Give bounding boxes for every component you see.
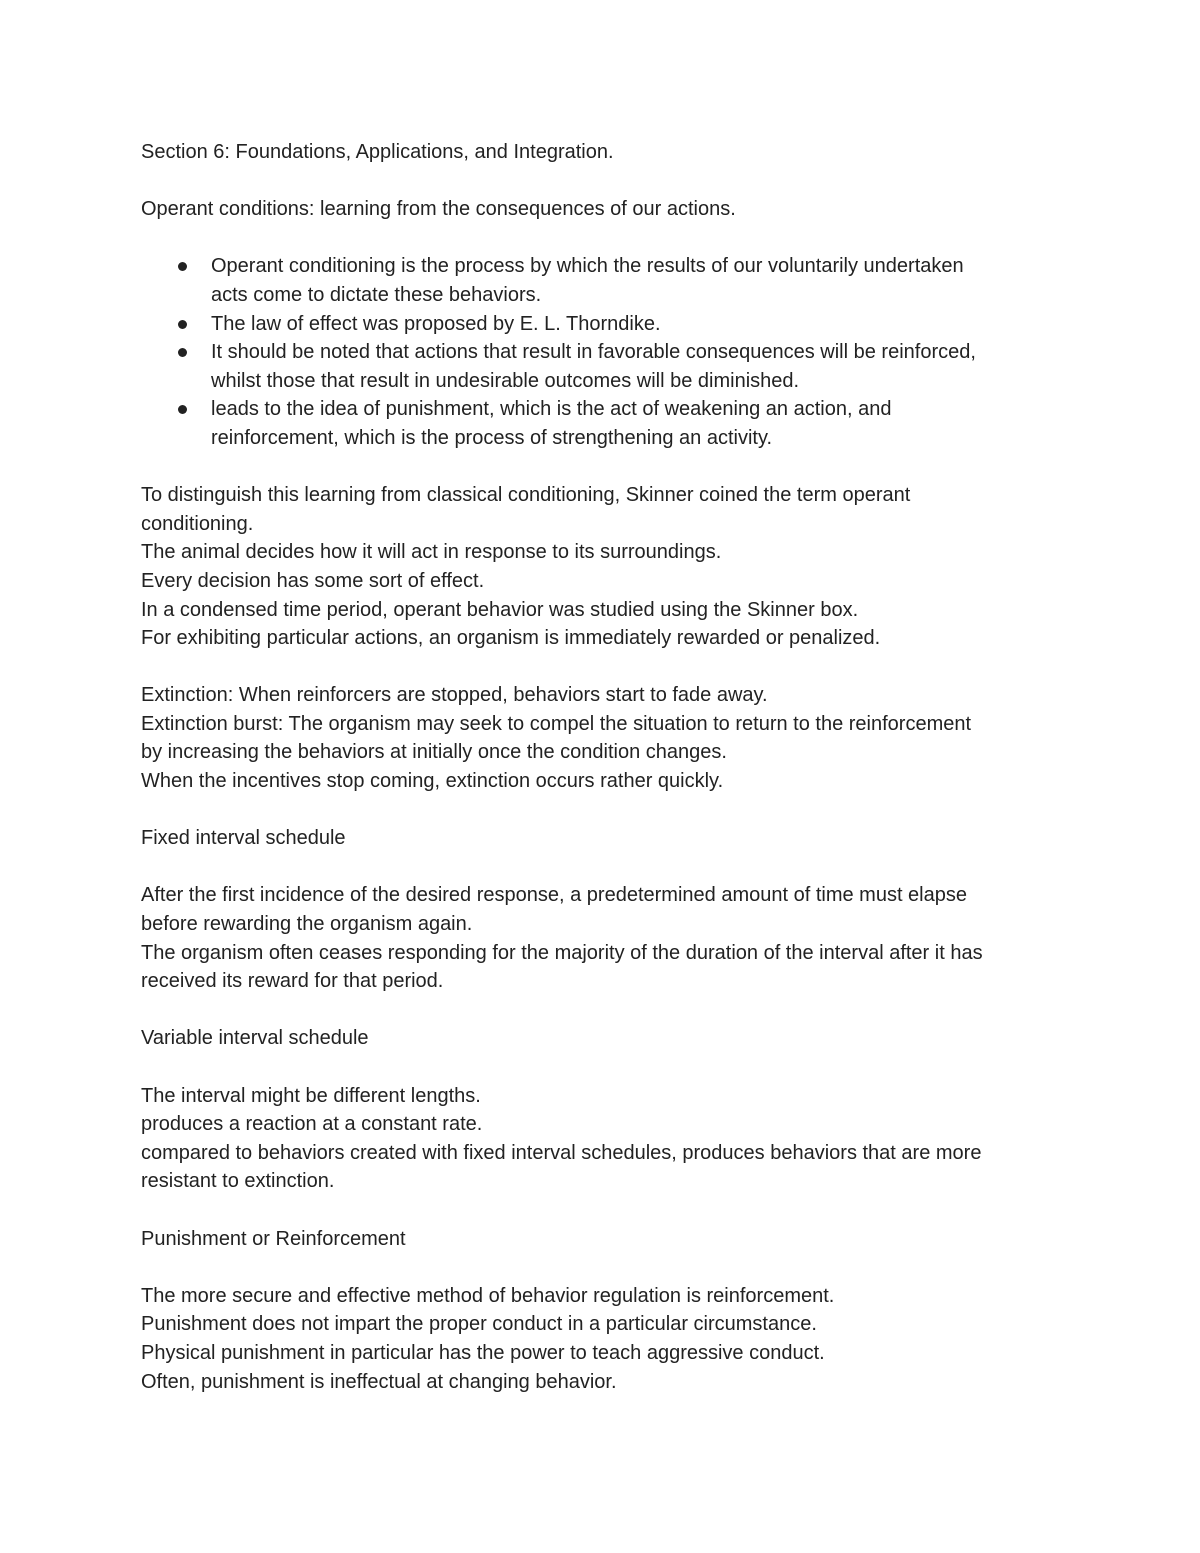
- spacer: [141, 653, 1061, 682]
- punishment-heading: Punishment or Reinforcement: [141, 1227, 406, 1250]
- bullet-item: [141, 395, 1061, 452]
- bullet-icon: [178, 320, 187, 329]
- bullet-icon: [178, 405, 187, 414]
- text-line: The more secure and effective method of behavior regulation is reinforcement.: [141, 1284, 835, 1307]
- text-line: For exhibiting particular actions, an organism is immediately rewarded or penalized.: [141, 627, 881, 650]
- operant-bullet-list: [141, 252, 1061, 452]
- fixed-interval-paragraph: [141, 881, 1061, 995]
- text-line: compared to behaviors created with fixed interval schedules, produces behaviors that are more: [141, 1141, 982, 1164]
- text-line: Punishment does not impart the proper conduct in a particular circumstance.: [141, 1313, 817, 1336]
- text-line: When the incentives stop coming, extinction occurs rather quickly.: [141, 770, 724, 793]
- bullet-text-line: It should be noted that actions that result in favorable consequences will be reinforced,: [211, 341, 976, 364]
- operant-heading: Operant conditions: learning from the consequences of our actions.: [141, 198, 736, 221]
- bullet-icon: [178, 262, 187, 271]
- punishment-paragraph: [141, 1282, 1061, 1396]
- spacer: [141, 796, 1061, 825]
- bullet-item: [141, 252, 1061, 309]
- text-line: conditioning.: [141, 512, 254, 535]
- fixed-interval-heading: Fixed interval schedule: [141, 827, 346, 850]
- bullet-icon: [178, 348, 187, 357]
- text-line: The interval might be different lengths.: [141, 1084, 481, 1107]
- text-line: To distinguish this learning from classical conditioning, Skinner coined the term operant: [141, 484, 911, 507]
- skinner-paragraph: [141, 481, 1061, 653]
- text-line: resistant to extinction.: [141, 1170, 335, 1193]
- variable-interval-heading: Variable interval schedule: [141, 1027, 369, 1050]
- bullet-item: [141, 338, 1061, 395]
- variable-interval-paragraph: [141, 1082, 1061, 1196]
- text-line: Physical punishment in particular has the power to teach aggressive conduct.: [141, 1341, 825, 1364]
- text-line: Extinction burst: The organism may seek to compel the situation to return to the reinforcement: [141, 712, 972, 735]
- bullet-text-line: The law of effect was proposed by E. L. Thorndike.: [211, 312, 661, 335]
- bullet-item: [141, 310, 1061, 339]
- text-line: The animal decides how it will act in response to its surroundings.: [141, 541, 722, 564]
- text-line: Every decision has some sort of effect.: [141, 569, 485, 592]
- spacer: [141, 853, 1061, 882]
- bullet-text-line: leads to the idea of punishment, which is the act of weakening an action, and: [211, 398, 892, 421]
- spacer: [141, 167, 1061, 196]
- text-line: by increasing the behaviors at initially once the condition changes.: [141, 741, 727, 764]
- bullet-text-line: reinforcement, which is the process of strengthening an activity.: [211, 426, 773, 449]
- bullet-text-line: acts come to dictate these behaviors.: [211, 283, 542, 306]
- text-line: After the first incidence of the desired response, a predetermined amount of time must elapse: [141, 884, 967, 907]
- section-heading: Section 6: Foundations, Applications, and Integration.: [141, 141, 614, 163]
- spacer: [141, 453, 1061, 482]
- bullet-text-line: Operant conditioning is the process by which the results of our voluntarily undertaken: [211, 255, 964, 278]
- text-line: produces a reaction at a constant rate.: [141, 1113, 483, 1136]
- spacer: [141, 1053, 1061, 1082]
- spacer: [141, 996, 1061, 1025]
- spacer: [141, 1196, 1061, 1225]
- extinction-paragraph: [141, 681, 1061, 795]
- text-line: In a condensed time period, operant behavior was studied using the Skinner box.: [141, 598, 859, 621]
- text-line: before rewarding the organism again.: [141, 913, 473, 936]
- text-line: Extinction: When reinforcers are stopped, behaviors start to fade away.: [141, 684, 768, 707]
- bullet-text-line: whilst those that result in undesirable outcomes will be diminished.: [211, 369, 800, 392]
- text-line: received its reward for that period.: [141, 970, 444, 993]
- document-page: [141, 138, 1061, 1396]
- text-line: Often, punishment is ineffectual at changing behavior.: [141, 1370, 617, 1393]
- spacer: [141, 224, 1061, 253]
- spacer: [141, 1253, 1061, 1282]
- text-line: The organism often ceases responding for the majority of the duration of the interval after it has: [141, 941, 983, 964]
